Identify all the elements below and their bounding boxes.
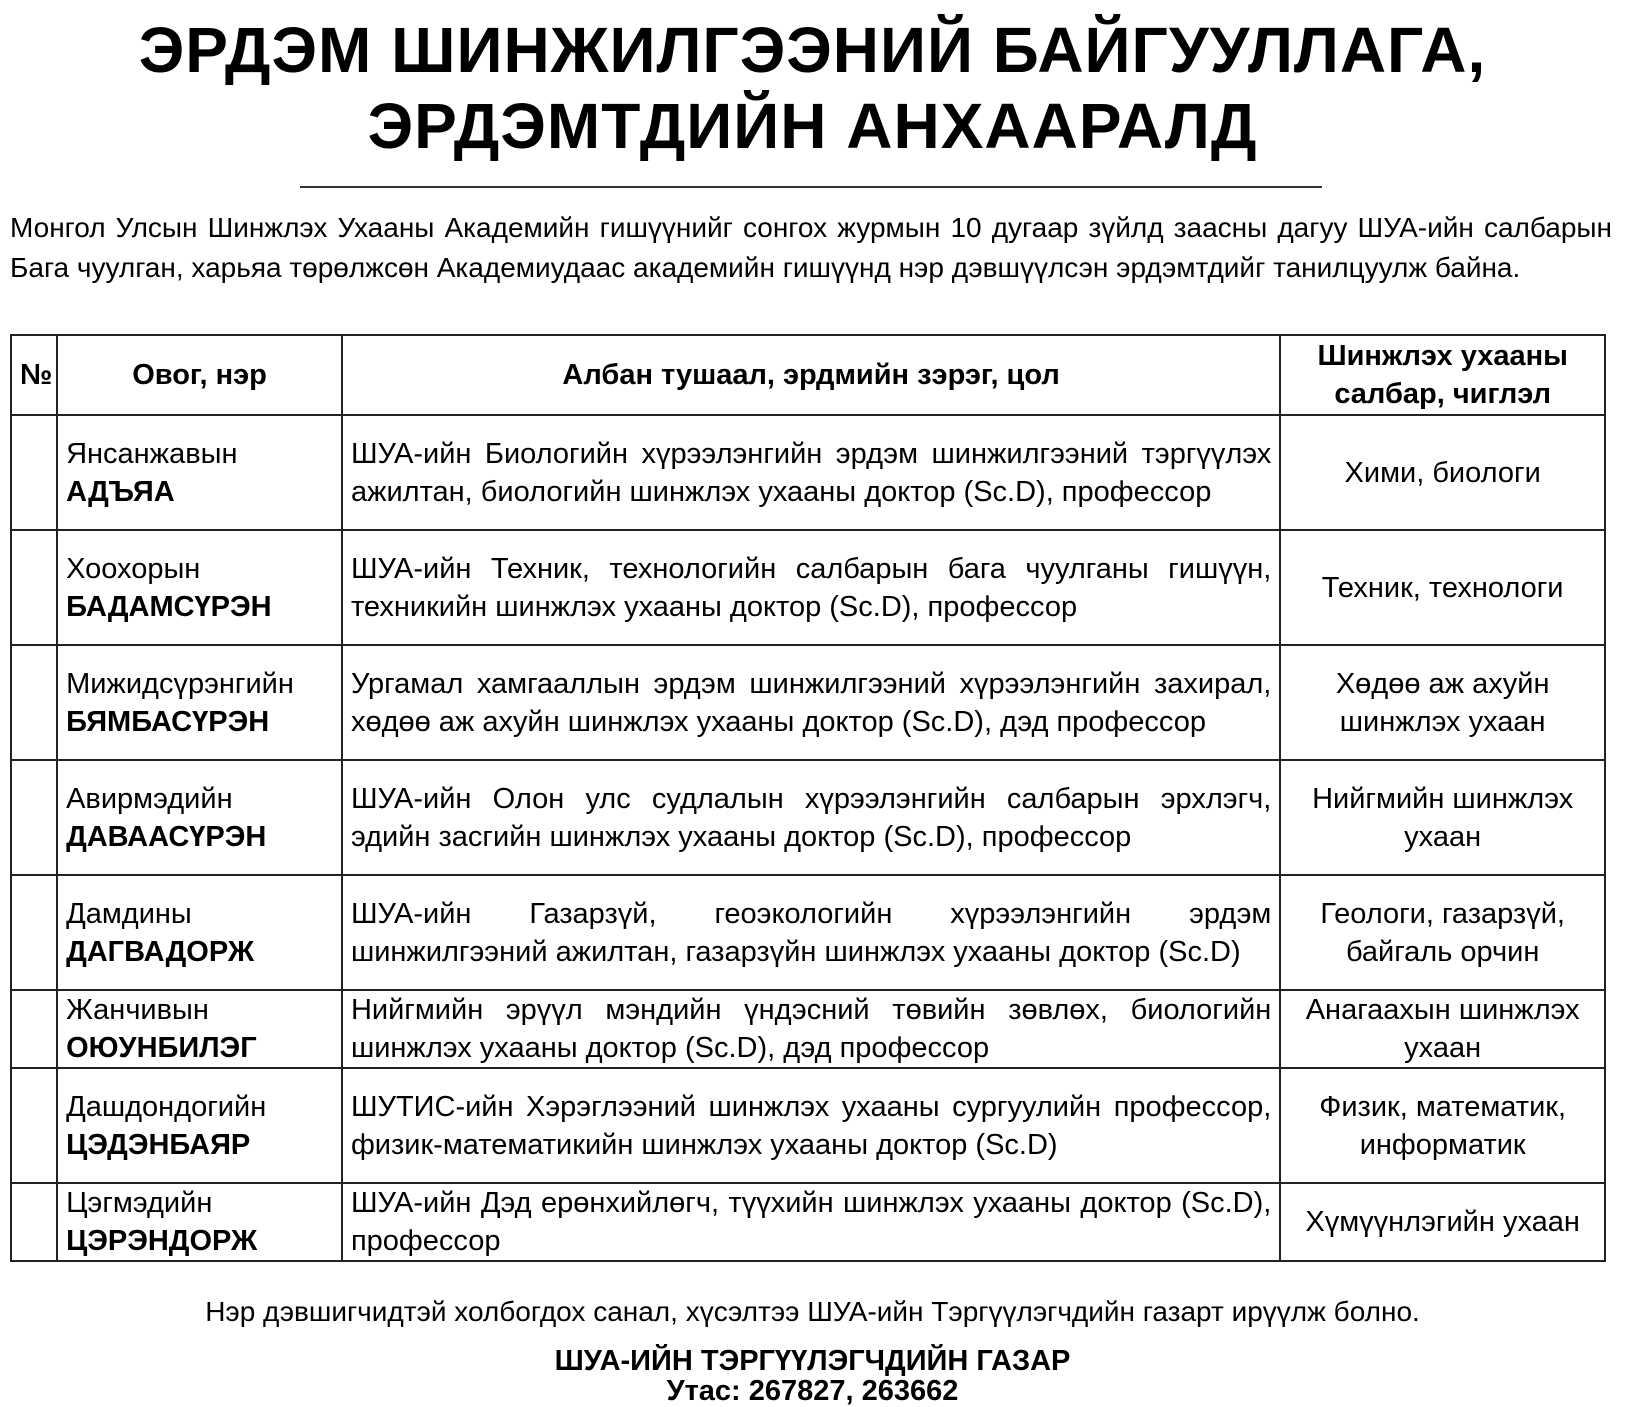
nominee-first-name: Жанчивын: [66, 994, 209, 1026]
table-row: [11, 990, 1605, 1068]
table-row: [11, 875, 1605, 990]
nominee-last-name: ЦЭДЭНБАЯР: [66, 1128, 251, 1161]
nominee-name: [57, 875, 342, 990]
table-row: [11, 645, 1605, 760]
nominee-name: [57, 645, 342, 760]
nominee-field: Нийгмийн шинжлэх ухаан: [1280, 760, 1605, 875]
nominee-first-name: Дамдины: [66, 897, 192, 930]
nominee-first-name: Янсанжавын: [66, 437, 238, 470]
title-divider: [300, 186, 1322, 188]
nominee-name: [57, 415, 342, 530]
table-row: [11, 760, 1605, 875]
header-position: Албан тушаал, эрдмийн зэрэг, цол: [342, 335, 1280, 415]
contact-note: Нэр дэвшигчидтэй холбогдох санал, хүсэлтээ ШУА-ийн Тэргүүлэгчдийн газарт ирүүлж болно.: [205, 1296, 1420, 1327]
nominee-field: Физик, математик, информатик: [1280, 1068, 1605, 1183]
intro-paragraph: Монгол Улсын Шинжлэх Ухааны Академийн гишүүнийг сонгох журмын 10 дугаар зүйлд заасны дагуу ШУА-ийн салбарын Бага чуулган, харьяа төрөлжсөн Академиудаас академийн гишүүнд нэр дэвшүүлсэн эрдэмтдийг танилцуулж байна.: [10, 212, 1612, 283]
table-row: [11, 415, 1605, 530]
nominee-first-name: Хоохорын: [66, 552, 201, 585]
nominee-position: Ургамал хамгааллын эрдэм шинжилгээний хүрээлэнгийн захирал, хөдөө аж ахуйн шинжлэх ухааны доктор (Sc.D), дэд профессор: [342, 645, 1280, 760]
row-number: [11, 645, 57, 760]
row-number: [11, 415, 57, 530]
nominee-position: ШУА-ийн Газарзүй, геоэкологийн хүрээлэнгийн эрдэм шинжилгээний ажилтан, газарзүйн шинжлэх ухааны доктор (Sc.D): [342, 875, 1280, 990]
nominee-name: [57, 990, 342, 1068]
nominee-first-name: Мижидсүрэнгийн: [66, 667, 294, 700]
table-row: [11, 530, 1605, 645]
table-row: [11, 1183, 1605, 1261]
nominee-position: ШУА-ийн Техник, технологийн салбарын бага чуулганы гишүүн, техникийн шинжлэх ухааны доктор (Sc.D), профессор: [342, 530, 1280, 645]
table-row: [11, 1068, 1605, 1183]
row-number: [11, 760, 57, 875]
table-header-row: [11, 335, 1605, 415]
row-number: [11, 1068, 57, 1183]
row-number: [11, 1183, 57, 1261]
row-number: [11, 530, 57, 645]
nominee-position: ШУА-ийн Олон улс судлалын хүрээлэнгийн салбарын эрхлэгч, эдийн засгийн шинжлэх ухааны доктор (Sc.D), профессор: [342, 760, 1280, 875]
nominee-last-name: ОЮУНБИЛЭГ: [66, 1032, 257, 1064]
nominee-first-name: Авирмэдийн: [66, 782, 233, 815]
nominee-field: Анагаахын шинжлэх ухаан: [1280, 990, 1605, 1068]
nominee-name: [57, 760, 342, 875]
nominee-field: Хүмүүнлэгийн ухаан: [1280, 1183, 1605, 1261]
nominee-field: Хими, биологи: [1280, 415, 1605, 530]
nominee-name: [57, 1183, 342, 1261]
nominees-table: [10, 334, 1606, 1262]
nominee-position: Нийгмийн эрүүл мэндийн үндэсний төвийн зөвлөх, биологийн шинжлэх ухааны доктор (Sc.D), дэд профессор: [342, 990, 1280, 1068]
header-name: Овог, нэр: [57, 335, 342, 415]
nominee-name: [57, 1068, 342, 1183]
nominee-first-name: Дашдондогийн: [66, 1090, 267, 1123]
nominee-position: ШУА-ийн Дэд ерөнхийлөгч, түүхийн шинжлэх ухааны доктор (Sc.D), профессор: [342, 1183, 1280, 1261]
nominee-position: ШУТИС-ийн Хэрэглээний шинжлэх ухааны сургуулийн профессор, физик-математикийн шинжлэх ухааны доктор (Sc.D): [342, 1068, 1280, 1183]
title-line-2: ЭРДЭМТДИЙН АНХААРАЛД: [367, 90, 1258, 162]
phone-numbers: Утас: 267827, 263662: [666, 1375, 959, 1407]
nominee-field: Техник, технологи: [1280, 530, 1605, 645]
row-number: [11, 990, 57, 1068]
header-number: №: [11, 335, 57, 415]
nominee-last-name: ДАГВАДОРЖ: [66, 935, 255, 968]
nominee-last-name: БАДАМСҮРЭН: [66, 590, 272, 623]
nominee-last-name: ЦЭРЭНДОРЖ: [66, 1225, 258, 1257]
header-field: Шинжлэх ухааны салбар, чиглэл: [1280, 335, 1605, 415]
page-title: [0, 12, 1625, 164]
nominee-position: ШУА-ийн Биологийн хүрээлэнгийн эрдэм шинжилгээний тэргүүлэх ажилтан, биологийн шинжлэх ухааны доктор (Sc.D), профессор: [342, 415, 1280, 530]
nominee-last-name: ДАВААСҮРЭН: [66, 820, 267, 853]
nominee-last-name: АДЪЯА: [66, 475, 175, 508]
title-line-1: ЭРДЭМ ШИНЖИЛГЭЭНИЙ БАЙГУУЛЛАГА,: [138, 14, 1487, 86]
organization-name: ШУА-ИЙН ТЭРГҮҮЛЭГЧДИЙН ГАЗАР: [554, 1345, 1071, 1377]
nominee-name: [57, 530, 342, 645]
nominee-field: Хөдөө аж ахуйн шинжлэх ухаан: [1280, 645, 1605, 760]
nominee-field: Геологи, газарзүй, байгаль орчин: [1280, 875, 1605, 990]
row-number: [11, 875, 57, 990]
nominee-last-name: БЯМБАСҮРЭН: [66, 705, 270, 738]
nominee-first-name: Цэгмэдийн: [66, 1187, 213, 1219]
